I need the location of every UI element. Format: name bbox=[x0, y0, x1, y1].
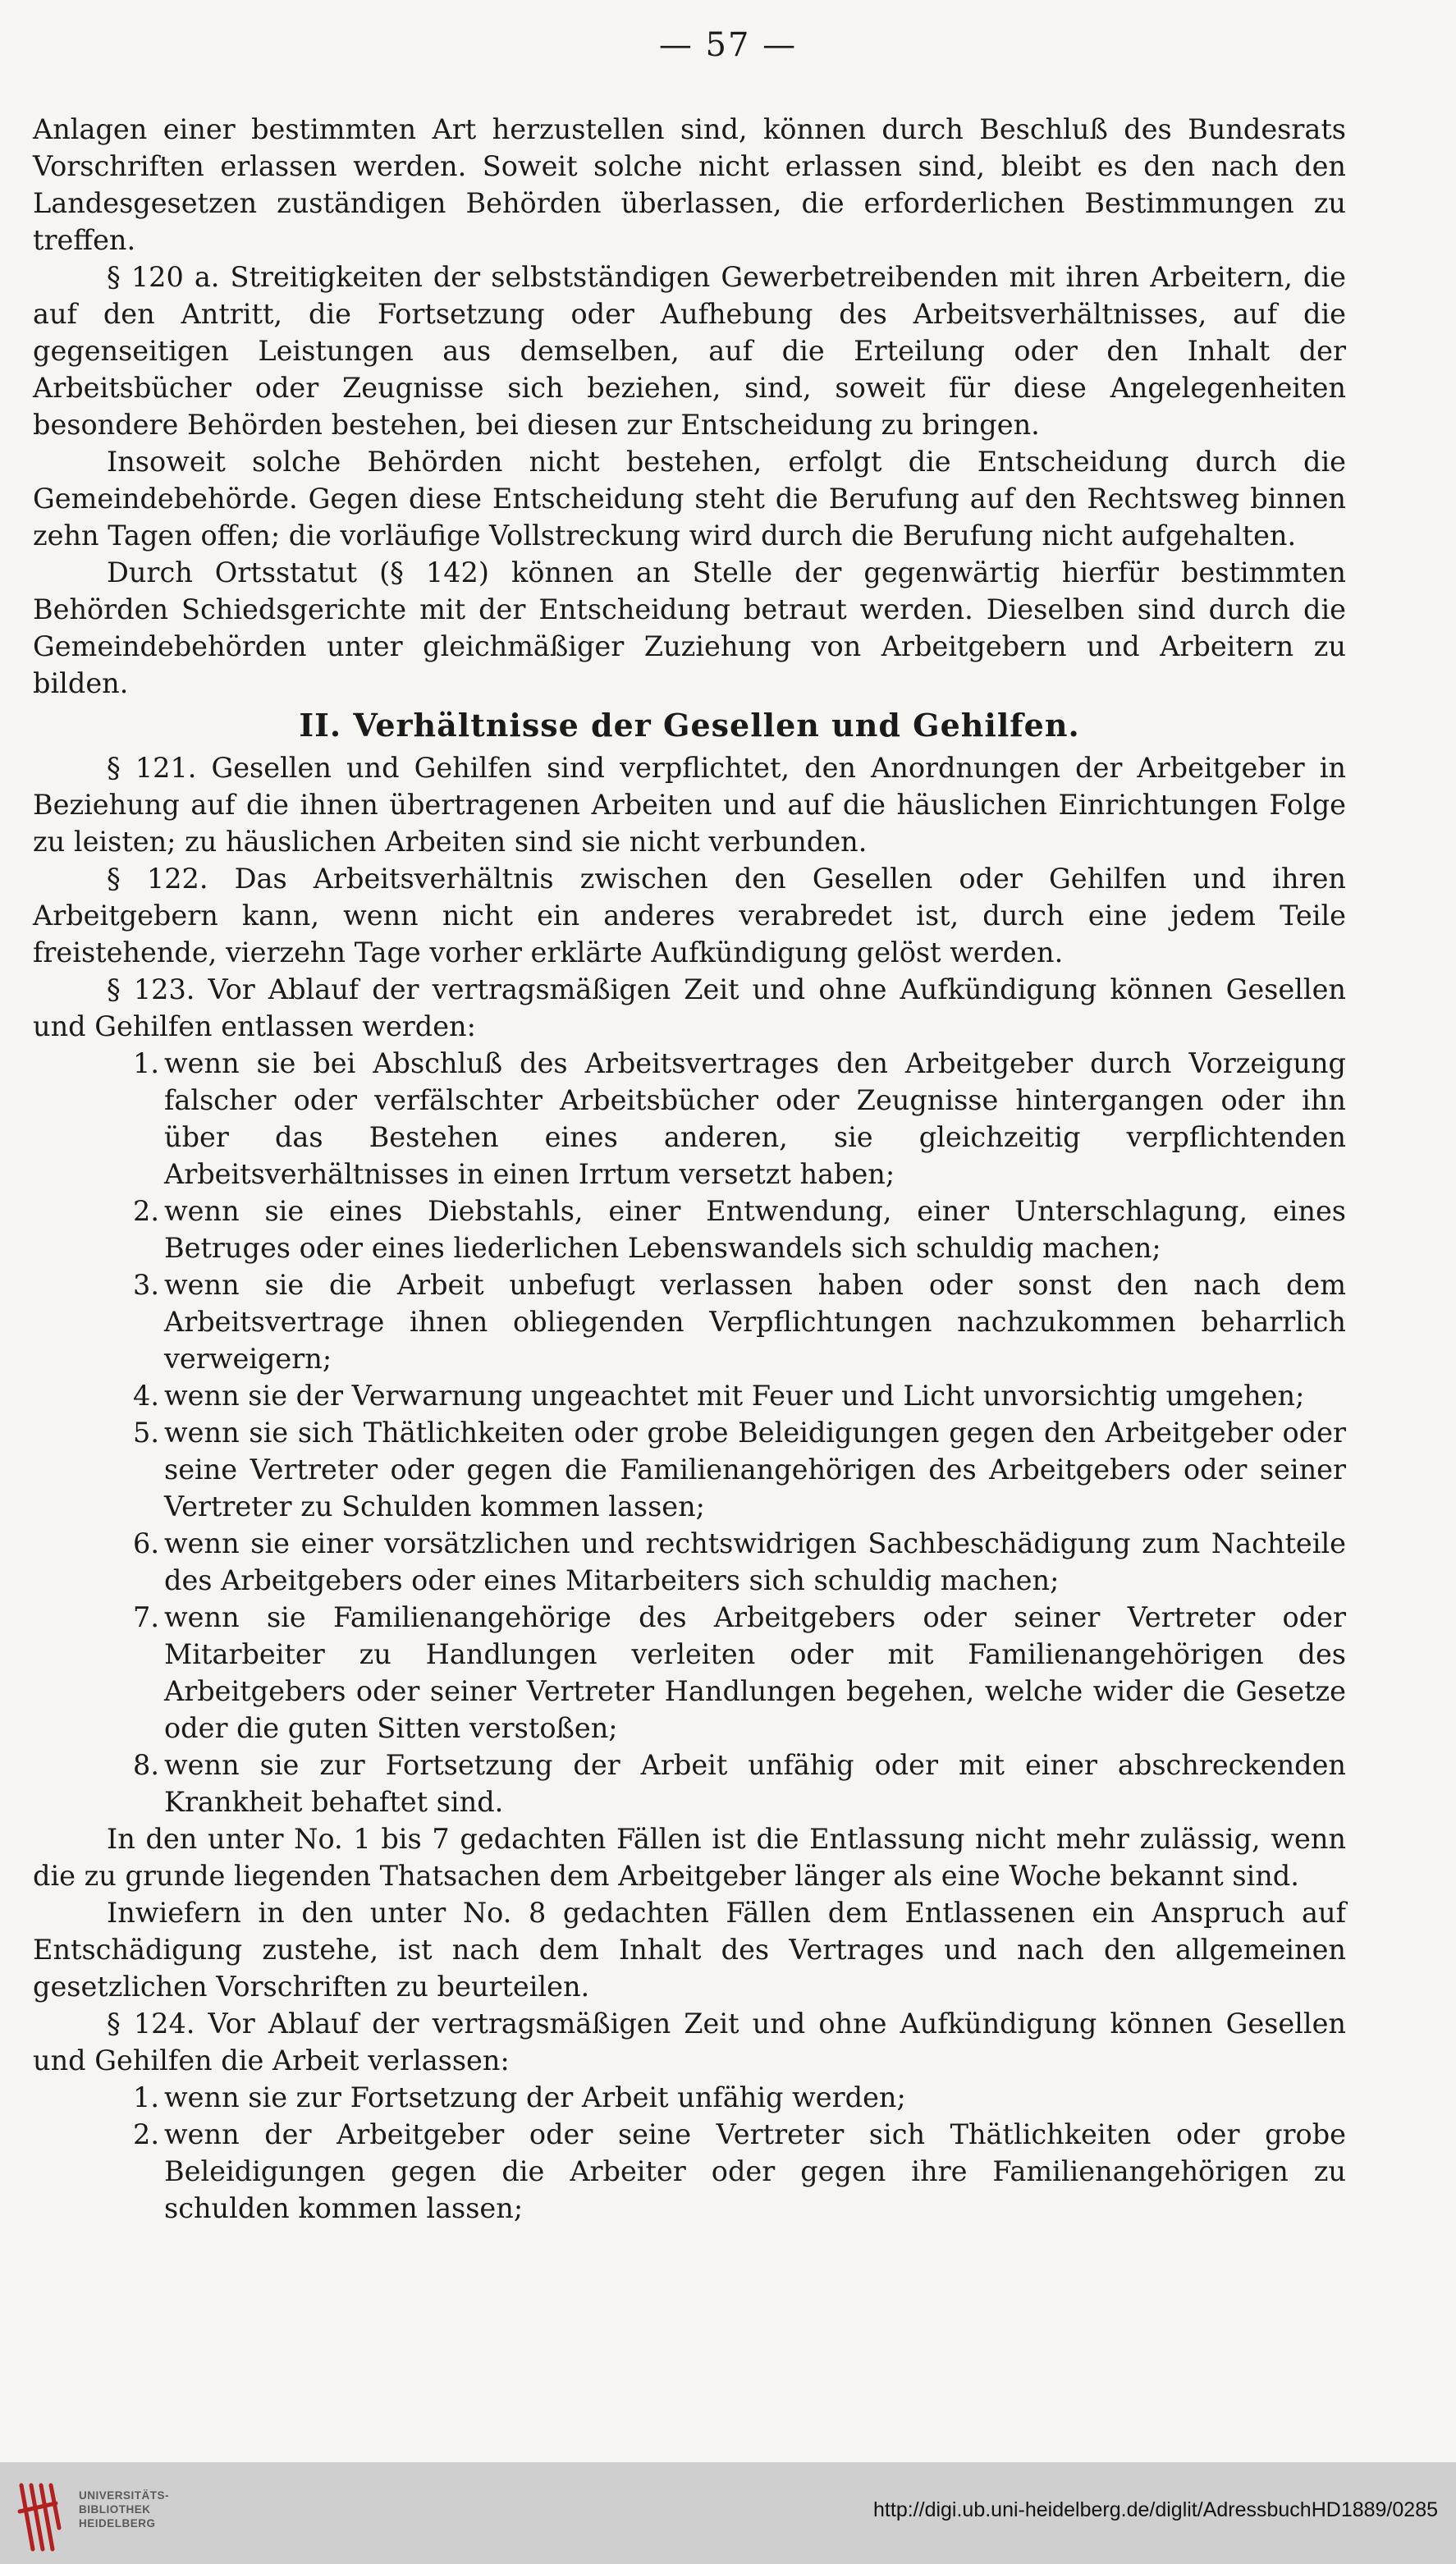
list-item-text: wenn sie Familienangehörige des Arbeitgebers oder seiner Vertreter oder Mitarbeiter zu Handlungen verleiten oder mit Familienangehörigen des Arbeitgebers oder seiner Vertreter Handlungen begehen, welche wider die Gesetze oder die guten Sitten verstoßen; bbox=[164, 1601, 1346, 1744]
list-item-text: wenn sie einer vorsätzlichen und rechtswidrigen Sachbeschädigung zum Nachteile des Arbeitgebers oder eines Mitarbeiters sich schuldig machen; bbox=[164, 1527, 1346, 1596]
list-item bbox=[33, 1377, 1346, 1414]
paragraph-121: § 121. Gesellen und Gehilfen sind verpflichtet, den Anordnungen der Arbeitgeber in Beziehung auf die ihnen übertragenen Arbeiten und auf die häuslichen Einrichtungen Folge zu leisten; zu häuslichen Arbeiten sind sie nicht verbunden. bbox=[33, 752, 1346, 858]
list-item bbox=[33, 1266, 1346, 1377]
paragraph-122: § 122. Das Arbeitsverhältnis zwischen den Gesellen oder Gehilfen und ihren Arbeitgebern kann, wenn nicht ein anderes verabredet ist, durch eine jedem Teile freistehende, vierzehn Tage vorher erklärte Aufkündigung gelöst werden. bbox=[33, 863, 1346, 968]
paragraph-120a-statute: Durch Ortsstatut (§ 142) können an Stelle der gegenwärtig hierfür bestimmten Behörden Schiedsgerichte mit der Entscheidung betraut werden. Dieselben sind durch die Gemeindebehörden unter gleichmäßiger Zuziehung von Arbeitgebern und Arbeitern zu bilden. bbox=[33, 556, 1346, 699]
list-item-number: 8. bbox=[133, 1749, 159, 1781]
list-item-number: 5. bbox=[133, 1417, 159, 1449]
list-item-text: wenn sie bei Abschluß des Arbeitsvertrages den Arbeitgeber durch Vorzeigung falscher oder verfälschter Arbeitsbücher oder Zeugnisse hintergangen oder ihn über das Bestehen eines anderen, sie gleichzeitig verpflichtenden Arbeitsverhältnisses in einen Irrtum versetzt haben; bbox=[164, 1047, 1346, 1190]
list-item-number: 1. bbox=[133, 2081, 159, 2113]
document-body bbox=[33, 111, 1346, 2227]
library-name-line: HEIDELBERG bbox=[79, 2517, 156, 2530]
list-item bbox=[33, 2116, 1346, 2227]
list-item bbox=[33, 1747, 1346, 1820]
source-url-link[interactable]: http://digi.ub.uni-heidelberg.de/diglit/AdressbuchHD1889/0285 bbox=[873, 2498, 1438, 2521]
list-item bbox=[33, 2079, 1346, 2116]
paragraph-120a-appeal: Insoweit solche Behörden nicht bestehen, erfolgt die Entscheidung durch die Gemeindebehörde. Gegen diese Entscheidung steht die Berufung auf den Rechtsweg binnen zehn Tagen offen; die vorläufige Vollstreckung wird durch die Berufung nicht aufgehalten. bbox=[33, 446, 1346, 552]
list-item bbox=[33, 1599, 1346, 1747]
paragraph-123-compensation: Inwiefern in den unter No. 8 gedachten Fällen dem Entlassenen ein Anspruch auf Entschädigung zustehe, ist nach dem Inhalt des Vertrages und nach den allgemeinen gesetzlichen Vorschriften zu beurteilen. bbox=[33, 1897, 1346, 2003]
list-item-text: wenn sie zur Fortsetzung der Arbeit unfähig oder mit einer abschreckenden Krankheit behaftet sind. bbox=[164, 1749, 1346, 1818]
list-item-number: 6. bbox=[133, 1527, 159, 1559]
list-123 bbox=[33, 1045, 1346, 1820]
list-item-text: wenn sie sich Thätlichkeiten oder grobe Beleidigungen gegen den Arbeitgeber oder seine Vertreter oder gegen die Familienangehörigen des Arbeitgebers oder seiner Vertreter zu Schulden kommen lassen; bbox=[164, 1417, 1346, 1522]
list-item-text: wenn der Arbeitgeber oder seine Vertreter sich Thätlichkeiten oder grobe Beleidigungen gegen die Arbeiter oder gegen ihre Familienangehörigen zu schulden kommen lassen; bbox=[164, 2118, 1346, 2224]
paragraph-123: § 123. Vor Ablauf der vertragsmäßigen Zeit und ohne Aufkündigung können Gesellen und Gehilfen entlassen werden: bbox=[33, 973, 1346, 1042]
list-item-number: 1. bbox=[133, 1047, 159, 1079]
page-number: — 57 — bbox=[658, 26, 798, 64]
paragraph-intro: Anlagen einer bestimmten Art herzustellen sind, können durch Beschluß des Bundesrats Vorschriften erlassen werden. Soweit solche nicht erlassen sind, bleibt es den nach den Landesgesetzen zuständigen Behörden überlassen, die erforderlichen Bestimmungen zu treffen. bbox=[33, 113, 1346, 256]
list-item-text: wenn sie der Verwarnung ungeachtet mit Feuer und Licht unvorsichtig umgehen; bbox=[164, 1380, 1305, 1412]
library-name-line: UNIVERSITÄTS- bbox=[79, 2489, 170, 2502]
list-item-number: 7. bbox=[133, 1601, 159, 1633]
library-name bbox=[79, 2488, 169, 2530]
library-name-line: BIBLIOTHEK bbox=[79, 2503, 151, 2516]
paragraph-120a: § 120 a. Streitigkeiten der selbstständigen Gewerbetreibenden mit ihren Arbeitern, die auf den Antritt, die Fortsetzung oder Aufhebung des Arbeitsverhältnisses, auf die gegenseitigen Leistungen aus demselben, auf die Erteilung oder den Inhalt der Arbeitsbücher oder Zeugnisse sich beziehen, sind, soweit für diese Angelegenheiten besondere Behörden bestehen, bei diesen zur Entscheidung zu bringen. bbox=[33, 261, 1346, 441]
paragraph-123-limit: In den unter No. 1 bis 7 gedachten Fällen ist die Entlassung nicht mehr zulässig, wenn die zu grunde liegenden Thatsachen dem Arbeitgeber länger als eine Woche bekannt sind. bbox=[33, 1823, 1346, 1892]
paragraph-124: § 124. Vor Ablauf der vertragsmäßigen Zeit und ohne Aufkündigung können Gesellen und Gehilfen die Arbeit verlassen: bbox=[33, 2008, 1346, 2076]
list-item bbox=[33, 1414, 1346, 1525]
section-heading: II. Verhältnisse der Gesellen und Gehilfen. bbox=[299, 707, 1080, 744]
list-item-text: wenn sie eines Diebstahls, einer Entwendung, einer Unterschlagung, eines Betruges oder eines liederlichen Lebenswandels sich schuldig machen; bbox=[164, 1195, 1346, 1264]
list-124 bbox=[33, 2079, 1346, 2227]
list-item-number: 2. bbox=[133, 2118, 159, 2150]
list-item bbox=[33, 1525, 1346, 1599]
list-item-number: 3. bbox=[133, 1269, 159, 1301]
list-item bbox=[33, 1193, 1346, 1266]
list-item-text: wenn sie die Arbeit unbefugt verlassen haben oder sonst den nach dem Arbeitsvertrage ihnen obliegenden Verpflichtungen nachzukommen beharrlich verweigern; bbox=[164, 1269, 1346, 1375]
list-item-number: 2. bbox=[133, 1195, 159, 1227]
list-item bbox=[33, 1045, 1346, 1193]
list-item-text: wenn sie zur Fortsetzung der Arbeit unfähig werden; bbox=[164, 2081, 906, 2113]
list-item-number: 4. bbox=[133, 1380, 159, 1412]
university-library-logo bbox=[15, 2479, 62, 2556]
library-footer bbox=[0, 2462, 1456, 2564]
